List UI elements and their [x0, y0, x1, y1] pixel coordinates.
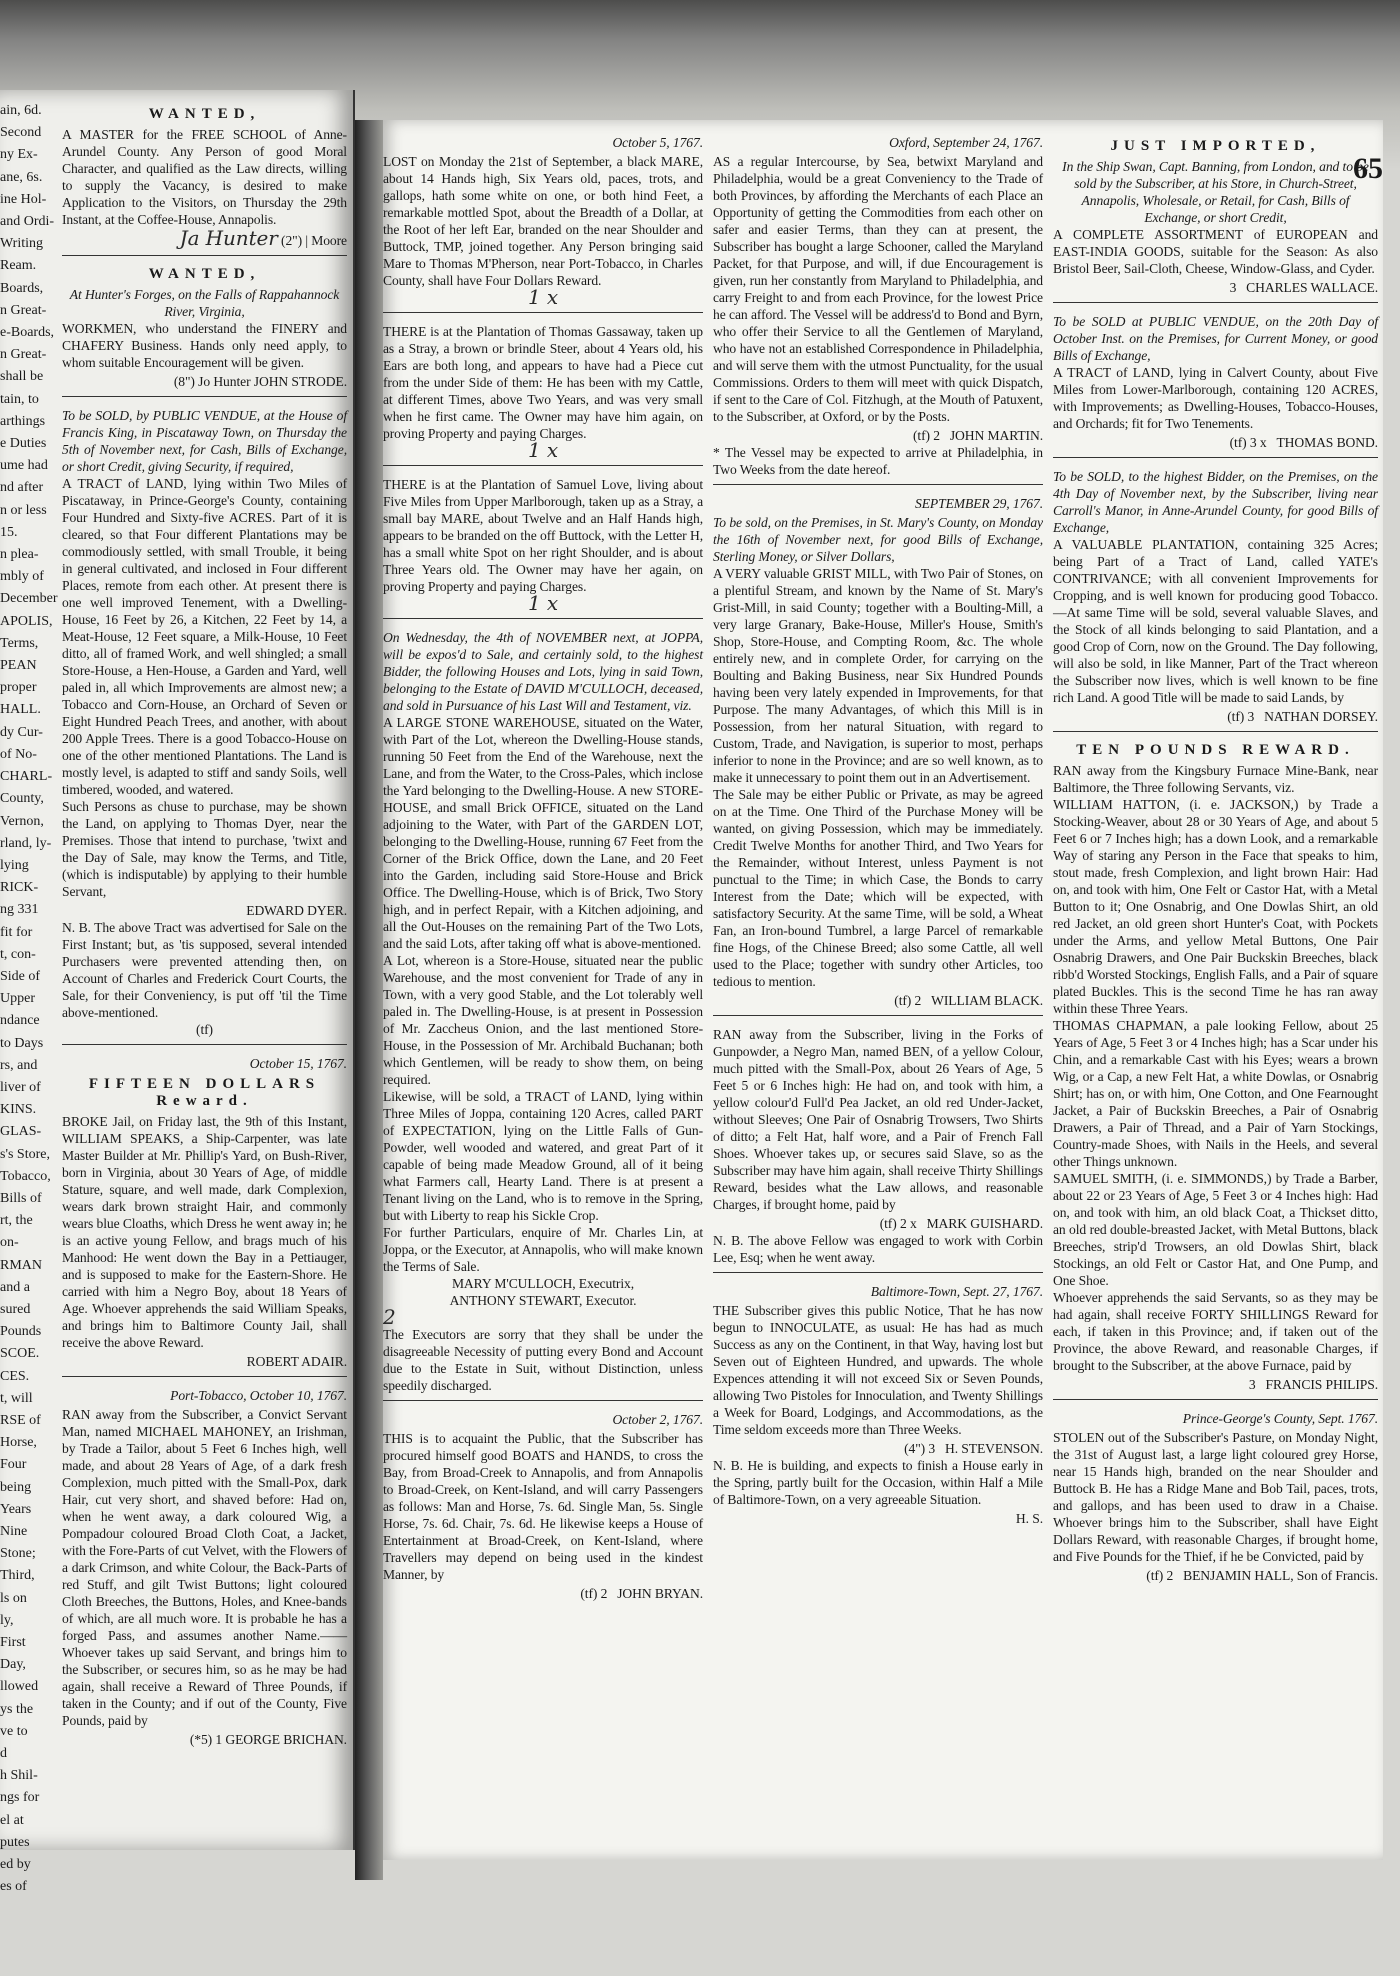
left-fragment-line: Third, [0, 1568, 35, 1584]
left-fragment-line: ng 331 [0, 902, 39, 918]
ad-signature: (tf) 3 NATHAN DORSEY. [1227, 709, 1378, 724]
ad-heading: TEN POUNDS REWARD. [1076, 742, 1355, 758]
left-fragment-line: to Days [0, 1035, 44, 1051]
left-fragment-line: County, [0, 791, 44, 807]
left-fragment-line: d [0, 1746, 7, 1762]
left-fragment-line: 15. [0, 524, 18, 540]
ad-wanted-workmen [62, 266, 347, 397]
left-fragment-line: tain, to [0, 391, 39, 407]
left-fragment-line: PEAN [0, 658, 37, 674]
left-fragment-line: Horse, [0, 1435, 37, 1451]
ad-body-2: A Lot, whereon is a Store-House, situated near the public Warehouse, and the most convenient for Trade of any in Town, with a very good Stable, and the Lot tolerably well paled in. The Dwelling-House, is at present in Possession of Mr. Zaccheus Onion, and the last mentioned Store-House, in the Possession of Mr. Archibald Buchanan; both which Gentlemen, will be ready to show them, on being required. [383, 953, 703, 1087]
ad-stolen-horse [1053, 1410, 1378, 1590]
left-fragment-line: lying [0, 857, 29, 873]
handwritten-annotation: Ja Hunter [179, 226, 278, 250]
left-fragment-line: n Great- [0, 302, 47, 318]
ad-ten-pounds [1053, 742, 1378, 1400]
left-fragment-line: HALL. [0, 702, 41, 718]
left-fragment-line: ain, 6d. [0, 103, 42, 118]
left-fragment-line: Years [0, 1501, 32, 1517]
left-page [0, 90, 355, 1895]
ad-signature: 3 CHARLES WALLACE. [1229, 280, 1378, 295]
ad-intro: To be SOLD at PUBLIC VENDUE, on the 20th Day of October Inst. on the Premises, for Current Money, or good Bills of Exchange, [1053, 314, 1378, 363]
ad-date: October 2, 1767. [612, 1412, 703, 1427]
ad-body: A TRACT of LAND, lying in Calvert County, about Five Miles from Lower-Marlborough, containing 120 ACRES, with Improvements; as Dwelling-Houses, Tobacco-Houses, and Orchards; fit for Two Tenements. [1053, 365, 1378, 431]
ad-signature: ROBERT ADAIR. [246, 1354, 347, 1369]
ad-signature: EDWARD DYER. [246, 903, 347, 918]
left-fragment-line: and a [0, 1279, 30, 1295]
left-fragment-line: dy Cur- [0, 724, 43, 740]
ad-subheading: At Hunter's Forges, on the Falls of Rappahannock River, Virginia, [69, 287, 340, 319]
ad-servant-1: WILLIAM HATTON, (i. e. JACKSON,) by Trade a Stocking-Weaver, about 28 or 30 Years of Age, and about 5 Feet 6 or 7 Inches high; has a down Look, and a remarkable Way of staring any Person in the Face that speaks to him, stout made, fresh Complexion, and light brown Hair: Had on, and took with him, One Felt or Castor Hat, with a Metal Button to it; One Osnabrig, and One Dowlas Shirt, an old red Jacket, an old green short Hunter's Coat, with Pockets under the Arms, and yellow Metal Buttons, One Pair Osnabrig Drawers, and One Pair Buckskin Breeches, black ribb'd Worsted Stockings, English Falls, and a Pair of square plated Buckles. This is the second Time he has ran away within these Three Years. [1053, 797, 1378, 1016]
ad-wanted-schoolmaster [62, 106, 347, 256]
ad-body: RAN away from the Subscriber, a Convict Servant Man, named MICHAEL MAHONEY, an Irishman, by Trade a Tailor, about 5 Feet 6 Inches high, well made, and about 28 Years of Age, of a dark fresh Complexion, much pitted with the Small-Pox, dark Hair, cut very short, and shaved before: Had on, when he went away, a dark coloured Wig, a Pompadour coloured Broad Cloth Coat, a Jacket, with the Fore-Parts of cut Velvet, with the Flowers of a dark Crimson, and white Colour, the Back-Parts of red Stuff, and gilt Twist Buttons; light coloured Cloth Breeches, the Buttons, Holes, and Knee-bands of which, are all much wore. It is probable he has a forged Pass, and assumes another Name.——Whoever takes up said Servant, and brings him to the Subscriber, or secures him, so as he may be had again, shall receive a Reward of Three Pounds, if taken in the County; and if out of the County, Five Pounds, paid by [62, 1407, 347, 1728]
left-fragment-line: Vernon, [0, 813, 44, 829]
ad-reward: Whoever apprehends the said Servants, so as they may be had again, shall receive FORTY SHILLINGS Reward for each, if taken in this Province; and, if taken out of the Province, the above Reward, and reasonable Charges, if brought to the Subscriber, at the above Furnace, paid by [1053, 1290, 1378, 1373]
ad-just-imported [1053, 138, 1378, 303]
book-gutter [355, 120, 383, 1880]
handwritten-mark: 1 x [527, 285, 559, 309]
left-fragment-line: CES. [0, 1368, 30, 1384]
ad-note-signature: H. S. [1015, 1511, 1043, 1526]
right-page [383, 120, 1383, 1860]
ad-grist-mill [713, 495, 1043, 1016]
page-number: 65 [1353, 152, 1383, 185]
left-fragment-line: Writing [0, 236, 43, 252]
left-fragment-line: e-Boards, [0, 325, 55, 341]
ad-signature: (tf) 2 BENJAMIN HALL, Son of Francis. [1146, 1568, 1378, 1583]
left-fragment-line: being [0, 1479, 32, 1495]
left-fragment-line: Day, [0, 1657, 26, 1673]
ad-body: A MASTER for the FREE SCHOOL of Anne-Arundel County. Any Person of good Moral Character, and qualified as the Law directs, willing to supply the Vacancy, is desired to make Application to the Visitors, on Thursday the 29th Instant, at the Coffee-House, Annapolis. [62, 127, 347, 227]
left-fragment-line: n or less [0, 502, 47, 518]
column-3 [1053, 134, 1378, 1600]
left-fragment-line: shall be [0, 369, 44, 385]
left-fragment-line: proper [0, 680, 37, 696]
left-fragment-line: APOLIS, [0, 613, 53, 629]
ad-body: WORKMEN, who understand the FINERY and CHAFERY Business. Hands only need apply, to whom suitable Encouragement will be given. [62, 321, 347, 370]
left-fragment-line: on- [0, 1235, 19, 1251]
left-fragment-line: Four [0, 1457, 27, 1473]
ad-lost-mare [383, 134, 703, 313]
ad-joppa-sale [383, 629, 703, 1401]
left-fragment-line: mbly of [0, 569, 44, 585]
left-fragment-line: ine Hol- [0, 191, 47, 207]
ad-body: RAN away from the Subscriber, living in the Forks of Gunpowder, a Negro Man, named BEN, of a yellow Colour, much pitted with the Small-Pox, about 26 Years of Age, 5 Feet 5 or 6 Inches high: He had on, and took with him, a yellow colour'd Full'd Pea Jacket, an old red Under-Jacket, without Sleeves; One Pair of Osnabrig Trowsers, Two Shirts of ditto; a Felt Hat, half wore, and a Pair of French Fall Shoes. Whoever takes up, or secures said Slave, so as the Subscriber may have him again, shall receive Thirty Shillings Reward, besides what the Law allows, and reasonable Charges, if brought home, paid by [713, 1027, 1043, 1212]
left-fragment-line: nd after [0, 480, 44, 496]
ad-date: Prince-George's County, Sept. 1767. [1182, 1411, 1378, 1426]
left-fragment-line: ed by [0, 1857, 31, 1873]
ad-note: * The Vessel may be expected to arrive at Philadelphia, in Two Weeks from the date hereof. [713, 445, 1043, 477]
ad-stray-steer [383, 323, 703, 466]
ad-signature: 3 FRANCIS PHILIPS. [1248, 1377, 1378, 1392]
ad-signature: (8") Jo Hunter JOHN STRODE. [173, 374, 347, 389]
ad-date: Port-Tobacco, October 10, 1767. [170, 1388, 347, 1403]
left-fragment-line: Terms, [0, 635, 39, 651]
left-fragment-line: SCOE. [0, 1346, 40, 1362]
ad-land-piscataway [62, 407, 347, 1045]
left-fragment-line: h Shil- [0, 1768, 38, 1784]
left-fragment-line: CHARL- [0, 769, 53, 785]
ad-mark: (tf) [196, 1022, 213, 1037]
ad-body: BROKE Jail, on Friday last, the 9th of this Instant, WILLIAM SPEAKS, a Ship-Carpenter, was late Master Builder at Mr. Phillip's Yard, on Bush-River, born in Virginia, about 30 Years of Age, of middle Stature, square, and well made, dark Complexion, wears dark brown straight Hair, and commonly wears blue Cloaths, which Dress he went away in; he is an active young Fellow, and brags much of his Manhood: He went down the Bay in a Pettiauger, and is supposed to make for the Eastern-Shore. He carried with him a Negro Boy, about 18 Years of Age. Whoever apprehends the said William Speaks, and brings him to Baltimore County Jail, shall receive the above Reward. [62, 1114, 347, 1350]
left-fragment-line: GLAS- [0, 1124, 42, 1140]
left-fragment-line: el at [0, 1812, 24, 1828]
ad-signature: Ja Hunter (2") | Moore [179, 226, 347, 250]
ad-plantation-dorsey [1053, 468, 1378, 732]
handwritten-mark: 2 [383, 1305, 396, 1329]
left-fragment-line: ume had [0, 458, 48, 474]
ad-date: Oxford, September 24, 1767. [889, 135, 1043, 150]
ad-stray-mare [383, 476, 703, 619]
ad-servant-2: THOMAS CHAPMAN, a pale looking Fellow, about 25 Years of Age, 5 Feet 3 or 4 Inches high; has a Scar under his Chin, and a remarkable Cast with his Eyes; wears a brown Wig, or a Cap, a new Felt Hat, a white Dowlas, or Osnabrig Shirt; has on, or with him, One Cotton, and One Fearnought Jacket, a Pair of Buckskin Breeches, a Pair of Osnabrig Drawers, a Pair of Thread, and a Pair of Yarn Stockings, Country-made Shoes, with Nails in the Heels, and several other Things unknown. [1053, 1018, 1378, 1169]
ad-date: October 15, 1767. [249, 1056, 347, 1071]
ad-signature: (tf) 2 x MARK GUISHARD. [879, 1216, 1043, 1231]
handwritten-mark: 1 x [527, 591, 559, 615]
ad-innoculation [713, 1283, 1043, 1533]
ad-signature: (tf) 2 JOHN MARTIN. [913, 428, 1043, 443]
ad-heading: JUST IMPORTED, [1110, 138, 1321, 154]
left-fragment-line: RICK- [0, 880, 39, 896]
handwritten-mark: 1 x [527, 438, 559, 462]
ad-heading: FIFTEEN DOLLARS Reward. [88, 1076, 321, 1109]
left-fragment-line: fit for [0, 924, 33, 940]
left-fragment-line: First [0, 1635, 26, 1651]
left-fragment-line: and Ordi- [0, 214, 55, 230]
ad-body: RAN away from the Kingsbury Furnace Mine-Bank, near Baltimore, the Three following Servants, viz. [1053, 763, 1378, 795]
ad-servant-3: SAMUEL SMITH, (i. e. SIMMONDS,) by Trade a Barber, about 22 or 23 Years of Age, 5 Feet 3 or 4 Inches high: Had on, and took with him, an old black Coat, a Thickset ditto, an old red double-breasted Jacket, with Metal Buttons, black Breeches, strip'd Trowsers, an old Dowlas Shirt, black Stockings, an old Felt or Castor Hat, and One Pump, and One Shoe. [1053, 1171, 1378, 1288]
left-fragment-line: es of [0, 1879, 27, 1895]
left-fragment-line: of No- [0, 746, 37, 762]
left-fragment-line: s's Store, [0, 1146, 50, 1162]
ad-note: N. B. He is building, and expects to finish a House early in the Spring, partly built for the Occasion, within Half a Mile of Baltimore-Town, on a very agreeable Situation. [713, 1458, 1043, 1507]
ad-subheading: In the Ship Swan, Capt. Banning, from London, and to be sold by the Subscriber, at his Store, in Church-Street, Annapolis, Wholesale, or Retail, for Cash, Bills of Exchange, or short Credit, [1062, 159, 1369, 225]
left-fragment-line: Boards, [0, 280, 44, 296]
left-fragment-line: ly, [0, 1612, 14, 1628]
ad-body: LOST on Monday the 21st of September, a black MARE, about 14 Hands high, Six Years old, paces, trots, and gallops, hath some white on one, or both hind Feet, a remarkable mottled Spot, about the Breadth of a Dollar, at the Root of her left Ear, branded on the near Shoulder and Buttock, TMP, joined together. Any Person bringing said Mare to Thomas M'Pherson, near Port-Tobacco, in Charles County, shall have Four Dollars Reward. [383, 154, 703, 288]
left-fragment-line: ane, 6s. [0, 169, 43, 185]
ad-body: A LARGE STONE WAREHOUSE, situated on the Water, with Part of the Lot, whereon the Dwelling-House stands, running 50 Feet from the End of the Warehouse, next the Lane, and from the Water, to the Cross-Pales, which inclose the Yard belonging to the Dwelling-House. A new STORE-HOUSE, and small Brick OFFICE, situated on the Land adjoining to the Water, with Part of the GARDEN LOT, belonging to the Dwelling-House, running 67 Feet from the Corner of the Brick Office, down the Lane, and 20 Feet into the Garden, including said Store-House and Brick Office. The Dwelling-House, which is of Brick, Two Story high, and in perfect Repair, with a Kitchen adjoining, and all the Out-Houses on the remaining Part of the Two Lots, and the said Lots, after taking off what is above-mentioned. [383, 715, 703, 951]
ad-body: A VALUABLE PLANTATION, containing 325 Acres; being Part of a Tract of Land, called YATE's CONTRIVANCE; with all convenient Improvements for Cropping, and is well known for producing good Tobacco.—At same Time will be sold, several valuable Slaves, and the Stock of all kinds belonging to said Plantation, and a good Crop of Corn, now on the Ground. The Day following, will also be sold, in like Manner, Part of the Tract whereon the Subscriber now lives, which is well known to be fine rich Land. A good Title will be made to said Lands, by [1053, 537, 1378, 705]
ad-body-3: Likewise, will be sold, a TRACT of LAND, lying within Three Miles of Joppa, containing 120 Acres, called PART of EXPECTATION, lying on the Little Falls of Gun-Powder, well wooded and watered, and great Part of it capable of being made Meadow Ground, all of it being what Farmers call, Hearty Land. There is at present a Tenant living on the Land, who is to remove in the Spring, but with Liberty to reap his Sickle Crop. [383, 1089, 703, 1223]
ad-heading: WANTED, [148, 106, 261, 122]
ad-intro: To be SOLD, to the highest Bidder, on the Premises, on the 4th Day of November next, by the Subscriber, living near Carroll's Manor, in Anne-Arundel County, for good Bills of Exchange, [1053, 469, 1378, 535]
left-page-column [62, 102, 347, 1764]
left-fragment-line: putes [0, 1834, 30, 1850]
ad-signature: (tf) 3 x THOMAS BOND. [1229, 435, 1378, 450]
ad-intro: On Wednesday, the 4th of NOVEMBER next, at JOPPA, will be expos'd to Sale, and certainly sold, to the highest Bidder, the following Houses and Lots, lying in said Town, belonging to the Estate of DAVID M'CULLOCH, deceased, and sold in Pursuance of his Last Will and Testament, viz. [383, 630, 703, 713]
ad-body-4: For further Particulars, enquire of Mr. Charles Lin, at Joppa, or the Executor, at Annapolis, who will make known the Terms of Sale. [383, 1225, 703, 1274]
column-2 [713, 134, 1043, 1543]
ad-body: THE Subscriber gives this public Notice, That he has now begun to INNOCULATE, as usual: He has had as much Success as any on the Continent, in that Way, having lost but Seven out of Eighteen Hundred, and upwards. The whole Expences attending it will not exceed Six or Seven Pounds, allowing Two Pistoles for Innoculation, and Twenty Shillings a Week for Board, Lodgings, and Accommodations, as the Time seldom exceeds more than Three Weeks. [713, 1303, 1043, 1437]
left-fragment-line: n Great- [0, 347, 47, 363]
left-fragment-line: Upper [0, 991, 35, 1007]
left-cropped-fragments [0, 100, 60, 1898]
left-fragment-line: RSE of [0, 1412, 41, 1428]
ad-signature: MARY M'CULLOCH, Executrix, [451, 1276, 635, 1291]
left-fragment-line: e Duties [0, 436, 47, 452]
ad-runaway-ben [713, 1026, 1043, 1273]
left-fragment-line: liver of [0, 1079, 41, 1095]
left-fragment-line: t, con- [0, 946, 36, 962]
ad-body: A COMPLETE ASSORTMENT of EUROPEAN and EAST-INDIA GOODS, suitable for the Season: As also Bristol Beer, Sail-Cloth, Cheese, Window-Glass, and Cyder. [1053, 227, 1378, 276]
ad-packet-martin [713, 134, 1043, 485]
left-fragment-line: arthings [0, 413, 46, 429]
ad-body: THERE is at the Plantation of Thomas Gassaway, taken up as a Stray, a brown or brindle Steer, about 4 Years old, his Ears are both long, and appears to have had a Piece cut from the under Side of them: He has been with my Cattle, at different Times, above Two Years, and was very small when he first came. The Owner may have him again, on proving Property and paying Charges. [383, 324, 703, 441]
left-fragment-line: RMAN [0, 1257, 43, 1273]
left-fragment-line: Stone; [0, 1546, 36, 1562]
ad-ferry-bryan [383, 1411, 703, 1608]
ad-signature-2: ANTHONY STEWART, Executor. [449, 1293, 637, 1308]
ad-note: N. B. The above Tract was advertised for Sale on the First Instant; but, as 'tis supposed, several intended Purchasers were prevented attending then, on Account of Charles and Frederick Court Courts, the Sale, for their Conveniency, is put off 'til the Time above-mentioned. [62, 920, 347, 1020]
ad-body: STOLEN out of the Subscriber's Pasture, on Monday Night, the 31st of August last, a large light coloured grey Horse, near 15 Hands high, branded on the near Shoulder and Buttock B. He has a Ridge Mane and Bob Tail, paces, trots, and gallops, and has been used to draw in a Chaise. Whoever brings him to the Subscriber, shall have Eight Dollars Reward, with reasonable Charges, if brought home, and Five Pounds for the Thief, if he be Convicted, paid by [1053, 1430, 1378, 1564]
left-fragment-line: ngs for [0, 1790, 40, 1806]
left-fragment-line: December [0, 591, 58, 607]
left-fragment-line: sured [0, 1301, 31, 1317]
ad-heading: WANTED, [148, 266, 261, 282]
left-fragment-line: Pounds [0, 1324, 42, 1340]
ad-body: THERE is at the Plantation of Samuel Love, living about Five Miles from Upper Marlborough, taken up as a Stray, a small bay MARE, about Twelve and an Half Hands high, appears to be branded on the off Buttock, with the Letter H, has a small white Spot on her right Shoulder, and is about Three Years old. The Owner may have her again, on proving Property and paying Charges. [383, 477, 703, 594]
ad-body-2: Such Persons as chuse to purchase, may be shown the Land, on applying to Thomas Dyer, near the Premises. Those that intend to purchase, 'twixt and the Day of Sale, may know the Terms, and Title, (which is indisputable) by applying to their humble Servant, [62, 799, 347, 899]
left-fragment-line: Bills of [0, 1190, 42, 1206]
ad-body: AS a regular Intercourse, by Sea, betwixt Maryland and Philadelphia, would be a great Conveniency to the Trade of both Provinces, by affording the Merchants of each Place an Opportunity of getting the Commodities from each other on safer and easier Terms, than they can at present, the Subscriber has bought a large Schooner, called the Maryland Packet, for that Purpose, and will, if due Encouragement is given, run her constantly from Maryland to Philadelphia, and carry Freight to and from each Province, for the lowest Price he can afford. The Vessel will be address'd to Bond and Byrn, who offer their Service to all the Gentlemen of Maryland, who have not an established Correspondence in Philadelphia, and will serve them with the utmost Punctuality, for the usual Commissions. Orders to them will meet with quick Dispatch, if sent to the Care of Col. Fitzhugh, at the Mouth of Patuxent, to the Subscriber, at Oxford, or by the Posts. [713, 154, 1043, 424]
ad-note: N. B. The above Fellow was engaged to work with Corbin Lee, Esq; when he went away. [713, 1233, 1043, 1265]
ad-intro: To be sold, on the Premises, in St. Mary's County, on Monday the 16th of November next, for good Bills of Exchange, Sterling Money, or Silver Dollars, [713, 515, 1043, 564]
ad-body-2: The Sale may be either Public or Private, as may be agreed on at the Time. One Third of the Purchase Money will be wanted, on giving Possession, which may be immediately. Credit Twelve Months for another Third, and Two Years for the Remainder, without Interest, unless Payment is not punctual to the Time; in which Case, the Bonds to carry Interest from the Date; which will be expected, with satisfactory Security. At the same Time, will be sold, a Wheat Fan, an Iron-bound Tumbrel, a large Parcel of remarkable fine Hogs, of the Chinese Breed; also some Cattle, all well used to the Place; together with sundry other Articles, too tedious to mention. [713, 787, 1043, 989]
left-fragment-line: Side of [0, 968, 41, 984]
ad-date: October 5, 1767. [612, 135, 703, 150]
left-fragment-line: t, will [0, 1390, 33, 1406]
ad-runaway-mahoney [62, 1387, 347, 1754]
ad-land-calvert [1053, 313, 1378, 458]
left-fragment-line: Tobacco, [0, 1168, 51, 1184]
ad-signature: (*5) 1 GEORGE BRICHAN. [189, 1732, 347, 1747]
left-fragment-line: rt, the [0, 1213, 33, 1229]
ad-body-5: The Executors are sorry that they shall be under the disagreeable Necessity of putting every Bond and Account due to the Estate in Suit, without Distinction, unless speedily discharged. [383, 1327, 703, 1393]
ad-signature: (tf) 2 JOHN BRYAN. [580, 1586, 703, 1601]
left-fragment-line: ve to [0, 1723, 28, 1739]
left-fragment-line: ls on [0, 1590, 27, 1606]
left-fragment-line: Ream. [0, 258, 37, 274]
left-fragment-line: KINS. [0, 1102, 37, 1118]
ad-body: A TRACT of LAND, lying within Two Miles of Piscataway, in Prince-George's County, containing Four Hundred and Sixty-five ACRES. Part of it is cleared, so that Four different Plantations may be commodiously settled, with small Trouble, it being in general cultivated, and inclosed in Four different Places, remote from each other. At present there is one well improved Tenement, with a Dwelling-House, 16 Feet by 26, a Kitchen, 22 Feet by 14, a Meat-House, 12 Feet square, a Milk-House, 10 Feet ditto, all of framed Work, and well shingled; a small Store-House, a Hen-House, a Garden and Yard, well paled in, all which Improvements are almost new; a Tobacco and Corn-House, an Orchard of Seven or Eight Hundred Peach Trees, and another, with about 200 Apple Trees. There is a good Tobacco-House on one of the other mentioned Plantations. The Land is mostly level, is adapted to stiff and sandy Soils, well timbered, wooded, and watered. [62, 476, 347, 797]
ad-date: Baltimore-Town, Sept. 27, 1767. [870, 1284, 1043, 1299]
left-fragment-line: rs, and [0, 1057, 38, 1073]
left-fragment-line: Second [0, 125, 42, 141]
column-1 [383, 134, 703, 1618]
ad-signature: (4") 3 H. STEVENSON. [904, 1441, 1043, 1456]
ad-signature: (tf) 2 WILLIAM BLACK. [894, 993, 1043, 1008]
left-fragment-line: rland, ly- [0, 835, 52, 851]
left-fragment-line: n plea- [0, 547, 39, 563]
left-fragment-line: llowed [0, 1679, 39, 1695]
ad-intro: To be SOLD, by PUBLIC VENDUE, at the House of Francis King, in Piscataway Town, on Thursday the 5th of November next, for Cash, Bills of Exchange, or short Credit, giving Security, if required, [62, 408, 347, 474]
left-fragment-line: ndance [0, 1013, 40, 1029]
ad-body: THIS is to acquaint the Public, that the Subscriber has procured himself good BOATS and HANDS, to cross the Bay, from Broad-Creek to Annapolis, and from Annapolis to Broad-Creek, on Kent-Island, and will carry Passengers as follows: Man and Horse, 7s. 6d. Single Man, 5s. Single Horse, 7s. 6d. Chair, 7s. 6d. He likewise keeps a House of Entertainment at Broad-Creek, on Kent-Island, where Travellers may depend on being used in the kindest Manner, by [383, 1431, 703, 1582]
left-fragment-line: ny Ex- [0, 147, 38, 163]
ad-date: SEPTEMBER 29, 1767. [915, 496, 1043, 511]
left-fragment-line: ys the [0, 1701, 34, 1717]
left-fragment-line: Nine [0, 1524, 28, 1539]
ad-body: A VERY valuable GRIST MILL, with Two Pair of Stones, on a plentiful Stream, and known by the Name of St. Mary's Grist-Mill, in said County; together with a Boulting-Mill, a very large Granary, Bake-House, Miller's House, Smith's Shop, Store-House, and Compting Room, &c. The whole entirely new, and in complete Order, for carrying on the Boulting and Baking Business, near Six Hundred Pounds having been very lately expended in Improvements, for that Purpose. The many Advantages, of which this Mill is in Possession, from her natural Situation, with regard to Custom, Trade, and Navigation, is superior to most, perhaps inferior to none in the Province; and are so well known, as to make it unnecessary to point them out in an Advertisement. [713, 566, 1043, 785]
ad-fifteen-dollars [62, 1055, 347, 1377]
